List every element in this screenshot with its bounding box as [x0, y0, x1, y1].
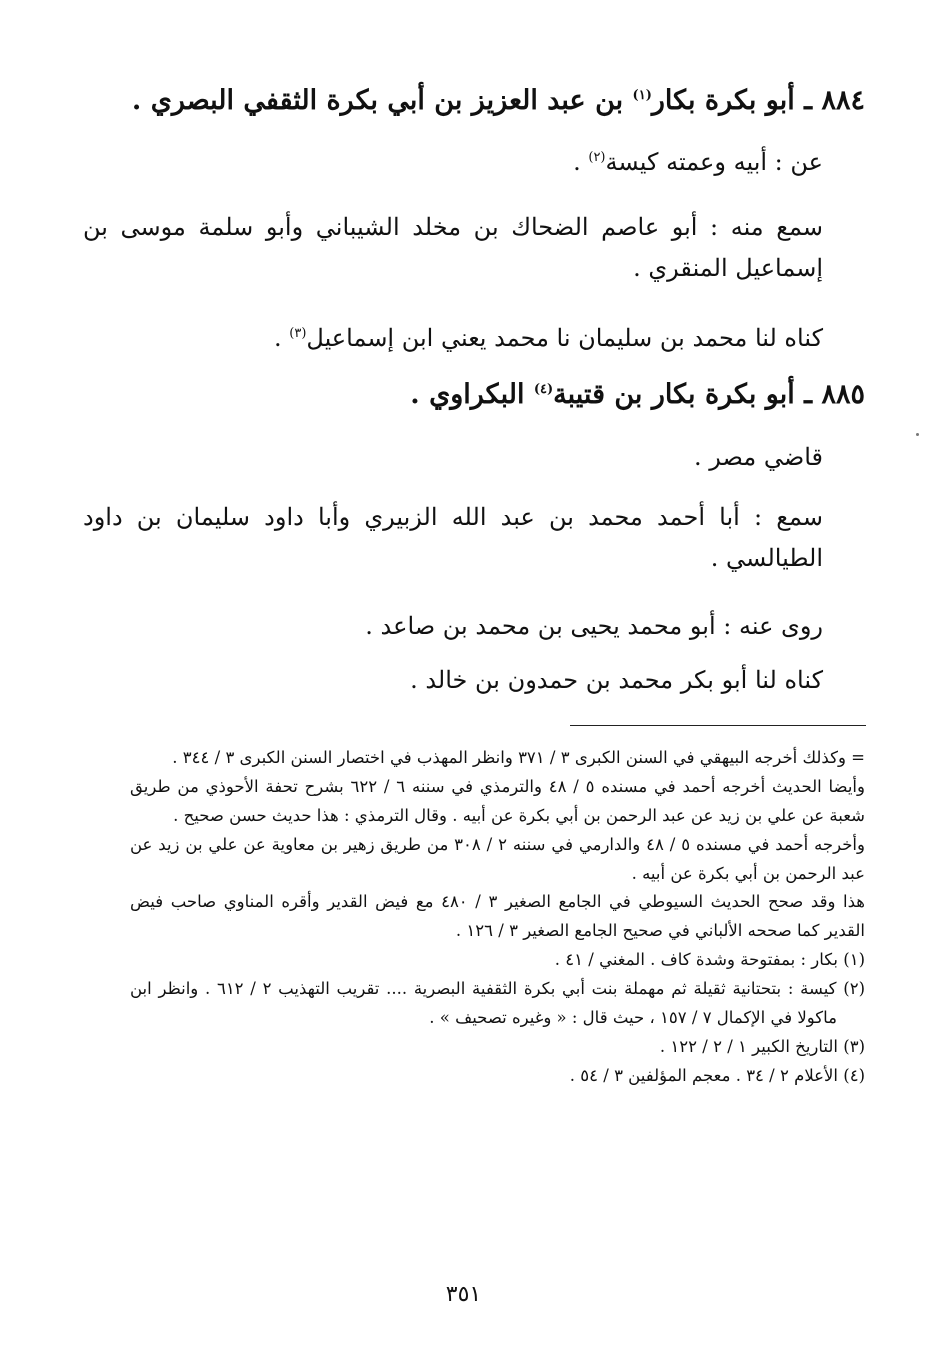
footnote-ref-2: (٢): [588, 150, 606, 165]
line-text: عن : أبيه وعمته كيسة: [605, 148, 823, 176]
footnote-ref-3: (٣): [289, 326, 307, 341]
entry-884-heading: [125, 78, 865, 124]
footnote-continuation-2: وأيضا الحديث أخرجه أحمد في مسنده ٥ / ٤٨ والترمذي في سننه ٦ / ٦٢٢ بشرح تحفة الأحوذي من طريق شعبة عن علي بن زيد عن عبد الرحمن بن أبي بكرة عن أبيه . وقال الترمذي : هذا حديث حسن صحيح .: [130, 776, 865, 825]
line-text: كناه لنا أبو بكر محمد بن حمدون بن خالد .: [410, 666, 823, 694]
entry-884-heading-tail: بن عبد العزيز بن أبي بكرة الثقفي البصري .: [131, 85, 633, 116]
footnote-2: (٢) كيسة : بتحتانية ثقيلة ثم مهملة بنت أبي بكرة الثقفية البصرية .... تقريب التهذيب ٢ / ٦١٢ . وانظر ابن ماكولا في الإكمال ٧ / ١٥٧ ، حيث قال : « وغيره تصحيف » .: [130, 979, 866, 1027]
line-text: كناه لنا محمد بن سليمان نا محمد يعني ابن إسماعيل: [306, 324, 823, 352]
line-text: روى عنه : أبو محمد يحيى بن محمد بن صاعد .: [365, 612, 823, 640]
entry-885-heading: [125, 372, 865, 418]
footnote-continuation-4: هذا وقد صحح الحديث السيوطي في الجامع الصغير ٣ / ٤٨٠ مع فيض القدير وأقره المناوي صاحب فيض القدير كما صححه الألباني في صحيح الجامع الصغير ٣ / ١٢٦ .: [130, 892, 865, 941]
entry-885-heading-tail: البكراوي .: [410, 379, 534, 410]
entry-884-line-3: [83, 318, 865, 359]
footnote-continuation-1: = وكذلك أخرجه البيهقي في السنن الكبرى ٣ / ٣٧١ وانظر المهذب في اختصار السنن الكبرى ٣ / ٣٤٤ .: [172, 748, 865, 767]
entry-885-line-3: [83, 606, 865, 647]
footnote-4: (٤) الأعلام ٢ / ٣٤ . معجم المؤلفين ٣ / ٥٤ .: [569, 1065, 865, 1085]
entry-885-line-2: [83, 497, 865, 579]
line-text: سمع منه : أبو عاصم الضحاك بن مخلد الشيباني وأبو سلمة موسى بن إسماعيل المنقري .: [83, 213, 823, 282]
entry-885-line-4: [83, 660, 865, 701]
footnotes: [130, 744, 865, 1091]
line-tail: .: [273, 324, 290, 352]
footnote-ref-1: (١): [632, 88, 652, 103]
footnote-continuation-3: وأخرجه أحمد في مسنده ٥ / ٤٨ والدارمي في سننه ٢ / ٣٠٨ من طريق زهير بن معاوية عن علي بن زيد عن عبد الرحمن بن أبي بكرة عن أبيه .: [130, 834, 865, 883]
entry-884-line-2: [83, 207, 865, 289]
footnote-separator: [570, 725, 866, 726]
entry-885-line-1: [83, 437, 865, 478]
entry-885-heading-text: ٨٨٥ ـ أبو بكرة بكار بن قتيبة: [553, 379, 865, 410]
scan-speck: [916, 433, 919, 436]
line-text: قاضي مصر .: [694, 443, 823, 471]
entry-884-line-1: [83, 142, 865, 183]
line-tail: .: [573, 148, 589, 176]
footnote-1: (١) بكار : بمفتوحة وشدة كاف . المغني / ٤١ .: [554, 950, 865, 970]
line-text: سمع : أبا أحمد محمد بن عبد الله الزبيري وأبا داود سليمان بن داود الطيالسي .: [83, 503, 823, 572]
page-number: ٣٥١: [445, 1282, 482, 1307]
footnote-3: (٣) التاريخ الكبير ١ / ٢ / ١٢٢ .: [659, 1036, 865, 1056]
footnote-ref-4: (٤): [533, 382, 554, 397]
entry-884-heading-text: ٨٨٤ ـ أبو بكرة بكار: [651, 85, 865, 116]
